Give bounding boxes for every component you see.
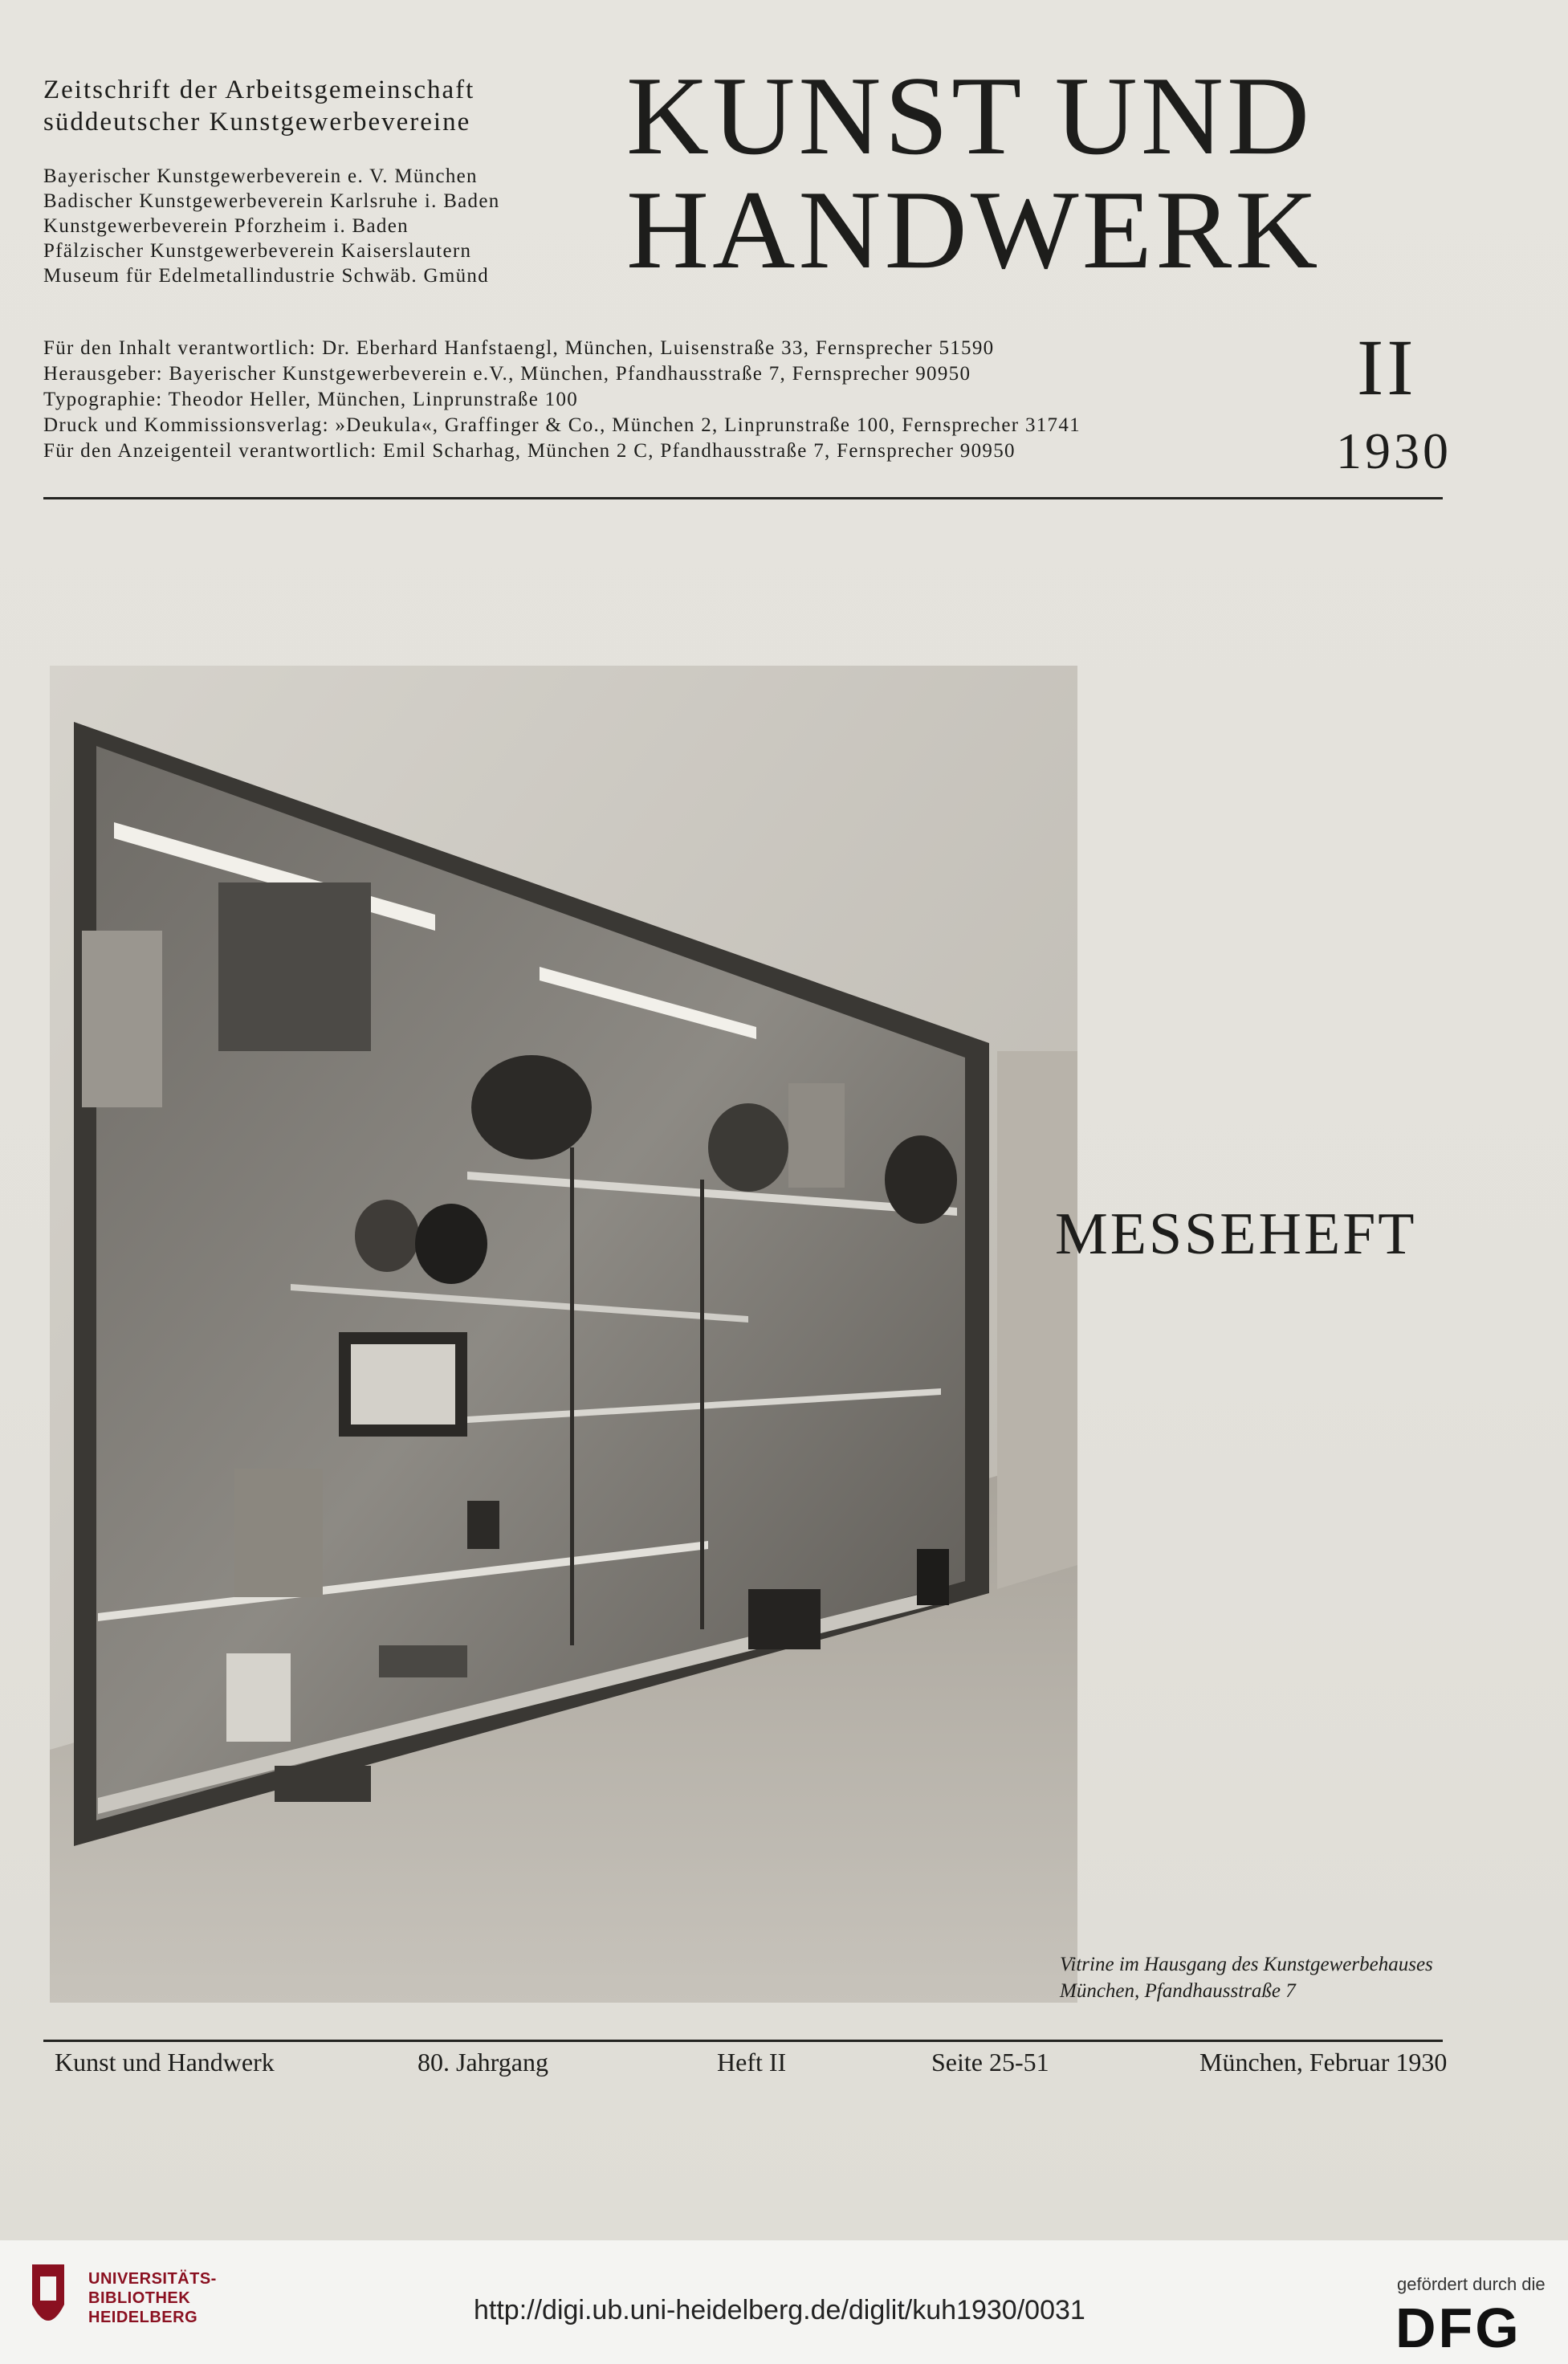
member-line: Badischer Kunstgewerbeverein Karlsruhe i. Baden [43,190,500,212]
member-line: Pfälzischer Kunstgewerbeverein Kaiserslautern [43,240,472,262]
dfg-logo: DFG [1395,2297,1521,2359]
display-cabinet-photo [50,666,1077,2003]
imprint-line: Typographie: Theodor Heller, München, Linprunstraße 100 [43,389,579,410]
footer-issue: Heft II [717,2048,787,2077]
footer-place-date: München, Februar 1930 [1199,2048,1448,2077]
footer-journal: Kunst und Handwerk [55,2048,275,2077]
university-seal-icon [24,2256,72,2345]
journal-subtitle [43,74,474,138]
source-url[interactable]: http://digi.ub.uni-heidelberg.de/diglit/kuh1930/0031 [474,2295,1085,2325]
photo-caption [1060,1951,1433,2004]
imprint-line: Für den Inhalt verantwortlich: Dr. Eberhard Hanfstaengl, München, Luisenstraße 33, Fernsprecher 51590 [43,337,995,359]
issue-number: II [1357,323,1417,412]
section-title: MESSEHEFT [1055,1201,1417,1267]
member-line: Kunstgewerbeverein Pforzheim i. Baden [43,215,409,237]
masthead-line: KUNST UND [626,54,1313,178]
institution-name [88,2269,217,2327]
member-associations [43,164,500,288]
subtitle-line: süddeutscher Kunstgewerbevereine [43,108,471,137]
footer-pages: Seite 25-51 [931,2048,1049,2077]
caption-line: München, Pfandhausstraße 7 [1060,1980,1296,2002]
footer-volume: 80. Jahrgang [417,2048,548,2077]
imprint-line: Druck und Kommissionsverlag: »Deukula«, Graffinger & Co., München 2, Linprunstraße 100, Fernsprecher 31741 [43,414,1081,436]
institution-line: UNIVERSITÄTS- [88,2270,217,2288]
imprint-block [43,336,1081,464]
institution-line: HEIDELBERG [88,2309,198,2326]
issue-year: 1930 [1336,422,1452,479]
member-line: Bayerischer Kunstgewerbeverein e. V. München [43,165,478,187]
institution-line: BIBLIOTHEK [88,2289,191,2307]
masthead-title [626,54,1470,292]
header-rule [43,497,1443,499]
caption-line: Vitrine im Hausgang des Kunstgewerbehauses [1060,1954,1433,1975]
imprint-line: Für den Anzeigenteil verantwortlich: Emil Scharhag, München 2 C, Pfandhausstraße 7, Fernsprecher 90950 [43,440,1016,462]
photo-illustration [50,666,1077,2003]
member-line: Museum für Edelmetallindustrie Schwäb. Gmünd [43,265,490,287]
funding-note: gefördert durch die [1397,2274,1546,2294]
imprint-line: Herausgeber: Bayerischer Kunstgewerbeverein e.V., München, Pfandhausstraße 7, Fernsprecher 90950 [43,363,971,385]
subtitle-line: Zeitschrift der Arbeitsgemeinschaft [43,75,475,104]
footer-rule [43,2040,1443,2042]
masthead-line: HANDWERK [626,168,1322,292]
